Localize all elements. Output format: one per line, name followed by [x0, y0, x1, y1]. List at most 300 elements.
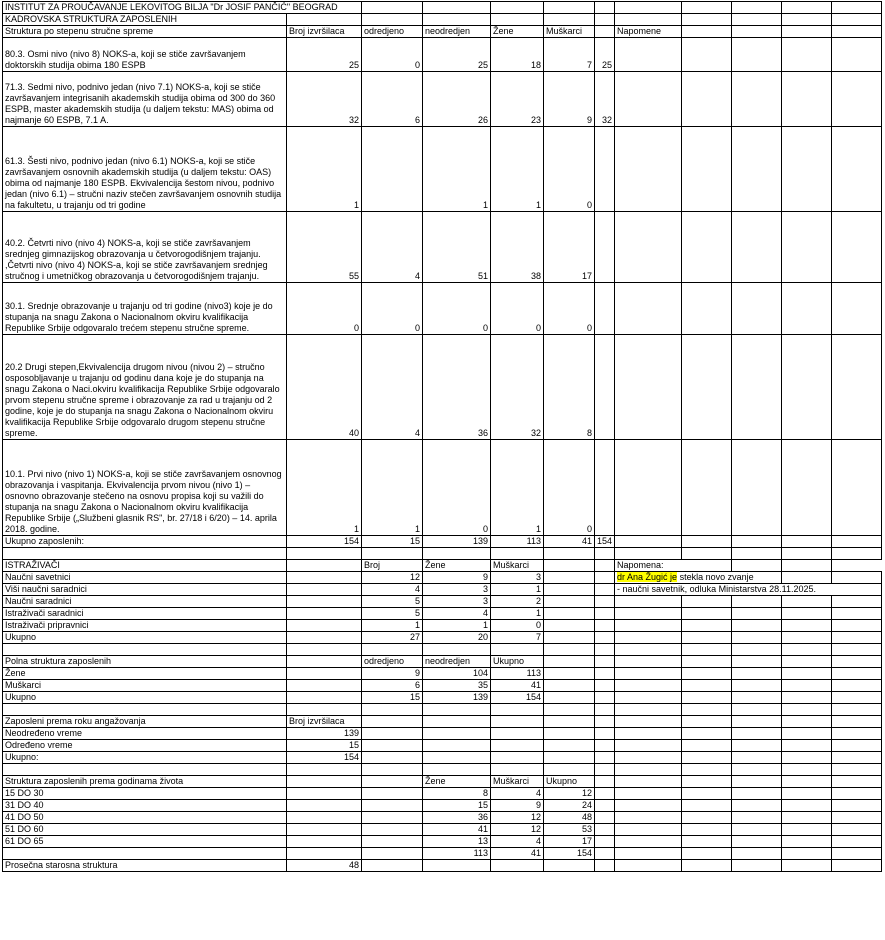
education-value[interactable]: 1 — [287, 440, 362, 536]
sheet-cell[interactable] — [682, 740, 732, 752]
sheet-cell[interactable] — [491, 728, 544, 740]
sheet-cell[interactable] — [544, 716, 595, 728]
sheet-cell[interactable] — [732, 283, 782, 335]
education-value[interactable]: 1 — [362, 440, 423, 536]
sheet-cell[interactable] — [615, 632, 682, 644]
sheet-cell[interactable] — [782, 212, 832, 283]
gender-value[interactable]: 6 — [362, 680, 423, 692]
sheet-cell[interactable] — [595, 596, 615, 608]
column-header[interactable] — [595, 26, 615, 38]
sheet-cell[interactable] — [682, 26, 732, 38]
sheet-cell[interactable] — [832, 764, 882, 776]
sheet-cell[interactable] — [595, 620, 615, 632]
sheet-cell[interactable] — [544, 668, 595, 680]
sheet-cell[interactable] — [832, 692, 882, 704]
sheet-cell[interactable] — [682, 620, 732, 632]
sheet-cell[interactable] — [287, 800, 362, 812]
researcher-rank-label[interactable]: Naučni savetnici — [3, 572, 287, 584]
sheet-cell[interactable] — [287, 776, 362, 788]
age-value[interactable]: 154 — [544, 848, 595, 860]
sheet-cell[interactable] — [782, 848, 832, 860]
sheet-cell[interactable] — [491, 644, 544, 656]
sheet-cell[interactable] — [732, 692, 782, 704]
sheet-cell[interactable] — [544, 740, 595, 752]
researcher-value[interactable]: 5 — [362, 596, 423, 608]
researcher-rank-label[interactable]: Ukupno — [3, 632, 287, 644]
sheet-cell[interactable] — [682, 860, 732, 872]
sheet-cell[interactable] — [732, 127, 782, 212]
sheet-cell[interactable] — [732, 764, 782, 776]
sheet-cell[interactable] — [595, 824, 615, 836]
education-value[interactable]: 7 — [544, 38, 595, 72]
sheet-cell[interactable] — [362, 848, 423, 860]
researcher-value[interactable]: 7 — [491, 632, 544, 644]
sheet-cell[interactable] — [423, 548, 491, 560]
age-value[interactable]: 4 — [491, 836, 544, 848]
sheet-cell[interactable] — [832, 608, 882, 620]
age-value[interactable]: 113 — [423, 848, 491, 860]
sheet-cell[interactable] — [615, 776, 682, 788]
sheet-cell[interactable] — [682, 283, 732, 335]
sheet-cell[interactable] — [732, 716, 782, 728]
sheet-cell[interactable] — [595, 704, 615, 716]
sheet-cell[interactable] — [832, 632, 882, 644]
gender-value[interactable]: 154 — [491, 692, 544, 704]
column-header[interactable]: odredjeno — [362, 26, 423, 38]
sheet-cell[interactable] — [832, 824, 882, 836]
education-value[interactable]: 23 — [491, 72, 544, 127]
sheet-cell[interactable] — [682, 548, 732, 560]
sheet-cell[interactable] — [782, 72, 832, 127]
education-value[interactable]: 0 — [423, 283, 491, 335]
sheet-cell[interactable] — [362, 644, 423, 656]
sheet-cell[interactable] — [782, 716, 832, 728]
average-age-label[interactable]: Prosečna starosna struktura — [3, 860, 287, 872]
sheet-cell[interactable] — [682, 788, 732, 800]
education-value[interactable]: 1 — [491, 127, 544, 212]
researcher-value[interactable]: 1 — [491, 584, 544, 596]
researcher-value[interactable]: 3 — [491, 572, 544, 584]
engagement-value[interactable]: 139 — [287, 728, 362, 740]
sheet-cell[interactable] — [615, 283, 682, 335]
sheet-cell[interactable] — [832, 212, 882, 283]
gender-value[interactable]: 113 — [491, 668, 544, 680]
sheet-cell[interactable] — [732, 656, 782, 668]
sheet-cell[interactable] — [544, 704, 595, 716]
sheet-cell[interactable] — [682, 680, 732, 692]
sheet-cell[interactable] — [595, 776, 615, 788]
sheet-cell[interactable] — [595, 800, 615, 812]
sheet-cell[interactable] — [595, 860, 615, 872]
age-title[interactable]: Struktura zaposlenih prema godinama života — [3, 776, 287, 788]
sheet-cell[interactable] — [615, 127, 682, 212]
sheet-cell[interactable] — [682, 38, 732, 72]
education-value[interactable]: 4 — [362, 335, 423, 440]
sheet-cell[interactable] — [682, 335, 732, 440]
sheet-cell[interactable] — [615, 536, 682, 548]
education-value[interactable]: 1 — [423, 127, 491, 212]
sheet-cell[interactable] — [732, 812, 782, 824]
sheet-cell[interactable] — [682, 812, 732, 824]
column-header[interactable]: Muškarci — [491, 560, 544, 572]
sheet-cell[interactable] — [732, 596, 782, 608]
sheet-cell[interactable] — [732, 776, 782, 788]
sheet-cell[interactable] — [782, 620, 832, 632]
sheet-cell[interactable] — [782, 656, 832, 668]
sheet-cell[interactable] — [782, 536, 832, 548]
sheet-cell[interactable] — [782, 824, 832, 836]
note-text[interactable] — [615, 572, 782, 584]
gender-value[interactable]: 35 — [423, 680, 491, 692]
sheet-cell[interactable] — [832, 716, 882, 728]
sheet-cell[interactable] — [595, 560, 615, 572]
sheet-cell[interactable] — [287, 704, 362, 716]
gender-value[interactable]: 104 — [423, 668, 491, 680]
education-value[interactable]: 36 — [423, 335, 491, 440]
sheet-cell[interactable] — [491, 716, 544, 728]
note-title[interactable]: Napomena: — [615, 560, 732, 572]
sheet-cell[interactable] — [782, 38, 832, 72]
sheet-cell[interactable] — [287, 632, 362, 644]
sheet-cell[interactable] — [615, 764, 682, 776]
sheet-cell[interactable] — [544, 692, 595, 704]
column-header[interactable]: Muškarci — [544, 26, 595, 38]
sheet-cell[interactable] — [682, 440, 732, 536]
sheet-cell[interactable] — [782, 668, 832, 680]
researcher-value[interactable]: 3 — [423, 584, 491, 596]
sheet-cell[interactable] — [782, 26, 832, 38]
sheet-cell[interactable] — [287, 824, 362, 836]
education-value[interactable]: 0 — [362, 283, 423, 335]
sheet-cell[interactable] — [732, 632, 782, 644]
sheet-cell[interactable] — [615, 620, 682, 632]
sheet-cell[interactable] — [682, 72, 732, 127]
education-value[interactable] — [362, 127, 423, 212]
sheet-cell[interactable] — [595, 752, 615, 764]
sheet-cell[interactable] — [832, 812, 882, 824]
sheet-cell[interactable] — [287, 656, 362, 668]
sheet-cell[interactable] — [491, 740, 544, 752]
sheet-cell[interactable] — [362, 716, 423, 728]
sheet-cell[interactable] — [682, 716, 732, 728]
sheet-cell[interactable] — [287, 692, 362, 704]
sheet-cell[interactable] — [287, 848, 362, 860]
gender-title[interactable]: Polna struktura zaposlenih — [3, 656, 287, 668]
education-level-label[interactable]: 40.2. Četvrti nivo (nivo 4) NOKS-a, koji se stiče završavanjem srednjeg gimnazijskog obrazovanja u četvorogodišnjem trajanju. ,Četvrti nivo (nivo 4) NOKS-a, koji se stiče završavanjem srednjeg stručnog i umetničkog obrazovanja u četvorogodišnjem trajanju. — [3, 212, 287, 283]
sheet-cell[interactable] — [615, 668, 682, 680]
education-value[interactable]: 25 — [423, 38, 491, 72]
sheet-cell[interactable] — [3, 764, 287, 776]
sheet-cell[interactable] — [732, 26, 782, 38]
sheet-cell[interactable] — [732, 335, 782, 440]
sheet-cell[interactable] — [362, 728, 423, 740]
sheet-cell[interactable] — [782, 728, 832, 740]
column-header[interactable]: Žene — [491, 26, 544, 38]
engagement-title[interactable]: Zaposleni prema roku angažovanja — [3, 716, 287, 728]
sheet-cell[interactable] — [682, 764, 732, 776]
age-value[interactable]: 15 — [423, 800, 491, 812]
sheet-cell[interactable] — [832, 644, 882, 656]
education-value[interactable]: 32 — [595, 72, 615, 127]
sheet-cell[interactable] — [682, 14, 732, 26]
column-header[interactable]: Broj — [362, 560, 423, 572]
sheet-cell[interactable] — [732, 800, 782, 812]
sheet-cell[interactable] — [615, 860, 682, 872]
sheet-cell[interactable] — [832, 680, 882, 692]
column-header[interactable]: Žene — [423, 776, 491, 788]
sheet-cell[interactable] — [732, 72, 782, 127]
sheet-cell[interactable] — [595, 14, 615, 26]
sheet-cell[interactable] — [491, 704, 544, 716]
sheet-cell[interactable] — [832, 800, 882, 812]
sheet-cell[interactable] — [544, 548, 595, 560]
sheet-cell[interactable] — [732, 788, 782, 800]
column-header[interactable]: Muškarci — [491, 776, 544, 788]
education-value[interactable]: 51 — [423, 212, 491, 283]
sheet-cell[interactable] — [832, 620, 882, 632]
sheet-cell[interactable] — [491, 2, 544, 14]
education-value[interactable]: 0 — [544, 283, 595, 335]
sheet-cell[interactable] — [732, 38, 782, 72]
sheet-cell[interactable] — [682, 536, 732, 548]
sheet-cell[interactable] — [682, 692, 732, 704]
sheet-cell[interactable] — [732, 212, 782, 283]
sheet-cell[interactable] — [615, 812, 682, 824]
sheet-cell[interactable] — [732, 704, 782, 716]
sheet-cell[interactable] — [595, 692, 615, 704]
sheet-cell[interactable] — [595, 632, 615, 644]
sheet-cell[interactable] — [287, 644, 362, 656]
sheet-cell[interactable] — [782, 704, 832, 716]
sheet-cell[interactable] — [362, 740, 423, 752]
sheet-cell[interactable] — [615, 800, 682, 812]
column-header[interactable]: Ukupno — [544, 776, 595, 788]
sheet-cell[interactable] — [832, 656, 882, 668]
sheet-cell[interactable] — [595, 572, 615, 584]
researcher-value[interactable]: 4 — [423, 608, 491, 620]
column-header[interactable]: Broj izvršilaca — [287, 26, 362, 38]
sheet-cell[interactable] — [544, 860, 595, 872]
sheet-cell[interactable] — [615, 14, 682, 26]
sheet-cell[interactable] — [615, 716, 682, 728]
researcher-value[interactable]: 4 — [362, 584, 423, 596]
sheet-cell[interactable] — [782, 572, 832, 584]
sheet-cell[interactable] — [615, 440, 682, 536]
researcher-value[interactable]: 1 — [362, 620, 423, 632]
age-range-label[interactable]: 15 DO 30 — [3, 788, 287, 800]
age-value[interactable]: 53 — [544, 824, 595, 836]
sheet-cell[interactable] — [615, 644, 682, 656]
sheet-cell[interactable] — [544, 2, 595, 14]
sheet-cell[interactable] — [544, 680, 595, 692]
sheet-cell[interactable] — [732, 536, 782, 548]
education-value[interactable]: 17 — [544, 212, 595, 283]
sheet-cell[interactable] — [615, 212, 682, 283]
sheet-cell[interactable] — [544, 608, 595, 620]
sheet-cell[interactable] — [544, 728, 595, 740]
sheet-cell[interactable] — [682, 836, 732, 848]
sheet-cell[interactable] — [615, 752, 682, 764]
sheet-cell[interactable] — [832, 848, 882, 860]
sheet-cell[interactable] — [832, 572, 882, 584]
sheet-cell[interactable] — [595, 584, 615, 596]
sheet-cell[interactable] — [782, 680, 832, 692]
sheet-cell[interactable] — [782, 632, 832, 644]
sheet-cell[interactable] — [287, 836, 362, 848]
education-value[interactable]: 25 — [595, 38, 615, 72]
education-value[interactable]: 32 — [491, 335, 544, 440]
total-value[interactable]: 154 — [595, 536, 615, 548]
gender-value[interactable]: 139 — [423, 692, 491, 704]
sheet-cell[interactable] — [362, 812, 423, 824]
researcher-value[interactable]: 1 — [491, 608, 544, 620]
sheet-cell[interactable] — [544, 656, 595, 668]
sheet-cell[interactable] — [832, 536, 882, 548]
sheet-cell[interactable] — [544, 644, 595, 656]
sheet-cell[interactable] — [423, 704, 491, 716]
sheet-cell[interactable] — [362, 2, 423, 14]
sheet-cell[interactable] — [782, 608, 832, 620]
sheet-cell[interactable] — [491, 548, 544, 560]
sheet-cell[interactable] — [615, 2, 682, 14]
age-value[interactable]: 12 — [491, 824, 544, 836]
researchers-title[interactable]: ISTRAŽIVAČI — [3, 560, 287, 572]
sheet-cell[interactable] — [615, 596, 682, 608]
total-label[interactable]: Ukupno zaposlenih: — [3, 536, 287, 548]
sheet-cell[interactable] — [782, 548, 832, 560]
total-value[interactable]: 41 — [544, 536, 595, 548]
sheet-cell[interactable] — [832, 860, 882, 872]
sheet-cell[interactable] — [615, 38, 682, 72]
sheet-cell[interactable] — [615, 836, 682, 848]
engagement-label[interactable]: Neodređeno vreme — [3, 728, 287, 740]
education-value[interactable]: 6 — [362, 72, 423, 127]
sheet-cell[interactable] — [595, 728, 615, 740]
sheet-cell[interactable] — [732, 836, 782, 848]
sheet-cell[interactable] — [362, 860, 423, 872]
note-text[interactable]: - naučni savetnik, odluka Ministarstva 28.11.2025. — [615, 584, 882, 596]
sheet-cell[interactable] — [287, 560, 362, 572]
age-value[interactable]: 8 — [423, 788, 491, 800]
sheet-cell[interactable] — [423, 644, 491, 656]
sheet-cell[interactable] — [682, 596, 732, 608]
sheet-cell[interactable] — [362, 836, 423, 848]
age-range-label[interactable]: 61 DO 65 — [3, 836, 287, 848]
sheet-cell[interactable] — [544, 584, 595, 596]
education-level-label[interactable]: 71.3. Sedmi nivo, podnivo jedan (nivo 7.1) NOKS-a, koji se stiče završavanjem integrisanih akademskih studija obima od 300 do 360 ESPB, master akademskih studija (u daljem tekstu: MAS) obima od najmanje 60 ESPB, 7.1 A. — [3, 72, 287, 127]
sheet-cell[interactable] — [491, 764, 544, 776]
sheet-cell[interactable] — [832, 283, 882, 335]
sheet-cell[interactable] — [682, 632, 732, 644]
sheet-cell[interactable] — [287, 788, 362, 800]
age-value[interactable]: 24 — [544, 800, 595, 812]
sheet-cell[interactable] — [732, 728, 782, 740]
education-value[interactable]: 32 — [287, 72, 362, 127]
sheet-cell[interactable] — [832, 596, 882, 608]
sheet-cell[interactable] — [595, 2, 615, 14]
sheet-cell[interactable] — [491, 860, 544, 872]
total-value[interactable]: 139 — [423, 536, 491, 548]
age-value[interactable]: 17 — [544, 836, 595, 848]
sheet-cell[interactable] — [782, 764, 832, 776]
sheet-cell[interactable] — [615, 335, 682, 440]
sheet-cell[interactable] — [732, 680, 782, 692]
sheet-cell[interactable] — [782, 440, 832, 536]
age-range-label[interactable]: 31 DO 40 — [3, 800, 287, 812]
age-value[interactable]: 13 — [423, 836, 491, 848]
sheet-cell[interactable] — [595, 764, 615, 776]
sheet-cell[interactable] — [682, 668, 732, 680]
sheet-cell[interactable] — [832, 2, 882, 14]
gender-value[interactable]: 15 — [362, 692, 423, 704]
sheet-cell[interactable] — [362, 800, 423, 812]
sheet-cell[interactable] — [832, 668, 882, 680]
sheet-cell[interactable] — [287, 608, 362, 620]
gender-label[interactable]: Ukupno — [3, 692, 287, 704]
sheet-cell[interactable] — [682, 848, 732, 860]
sheet-cell[interactable] — [287, 572, 362, 584]
sheet-cell[interactable] — [682, 776, 732, 788]
sheet-cell[interactable] — [732, 608, 782, 620]
column-header[interactable]: Žene — [423, 560, 491, 572]
gender-value[interactable]: 9 — [362, 668, 423, 680]
education-value[interactable]: 4 — [362, 212, 423, 283]
sheet-cell[interactable] — [782, 283, 832, 335]
sheet-cell[interactable] — [595, 848, 615, 860]
education-value[interactable] — [595, 283, 615, 335]
sheet-cell[interactable] — [682, 824, 732, 836]
researcher-value[interactable]: 9 — [423, 572, 491, 584]
sheet-cell[interactable] — [287, 548, 362, 560]
researcher-value[interactable]: 0 — [491, 620, 544, 632]
sheet-cell[interactable] — [832, 548, 882, 560]
sheet-cell[interactable] — [615, 608, 682, 620]
sheet-cell[interactable] — [362, 14, 423, 26]
sheet-cell[interactable] — [423, 860, 491, 872]
sheet-cell[interactable] — [615, 680, 682, 692]
sheet-cell[interactable] — [732, 440, 782, 536]
sheet-cell[interactable] — [732, 2, 782, 14]
sheet-cell[interactable] — [732, 548, 782, 560]
sheet-cell[interactable] — [682, 728, 732, 740]
sheet-cell[interactable] — [682, 752, 732, 764]
sheet-cell[interactable] — [832, 26, 882, 38]
sheet-cell[interactable] — [782, 800, 832, 812]
sheet-cell[interactable] — [423, 752, 491, 764]
sheet-cell[interactable] — [544, 620, 595, 632]
sheet-cell[interactable] — [491, 14, 544, 26]
sheet-cell[interactable] — [595, 548, 615, 560]
sheet-cell[interactable] — [782, 752, 832, 764]
sheet-cell[interactable] — [544, 764, 595, 776]
age-range-label[interactable] — [3, 848, 287, 860]
sheet-cell[interactable] — [3, 704, 287, 716]
education-value[interactable]: 26 — [423, 72, 491, 127]
sheet-cell[interactable] — [732, 752, 782, 764]
education-value[interactable]: 0 — [544, 440, 595, 536]
education-value[interactable]: 38 — [491, 212, 544, 283]
researcher-rank-label[interactable]: Istraživači pripravnici — [3, 620, 287, 632]
researcher-rank-label[interactable]: Viši naučni saradnici — [3, 584, 287, 596]
sheet-cell[interactable] — [682, 644, 732, 656]
sheet-cell[interactable] — [782, 560, 832, 572]
sheet-cell[interactable] — [615, 692, 682, 704]
sheet-cell[interactable] — [732, 824, 782, 836]
average-age-value[interactable]: 48 — [287, 860, 362, 872]
sheet-cell[interactable] — [362, 548, 423, 560]
sheet-cell[interactable] — [832, 740, 882, 752]
engagement-value[interactable]: 154 — [287, 752, 362, 764]
